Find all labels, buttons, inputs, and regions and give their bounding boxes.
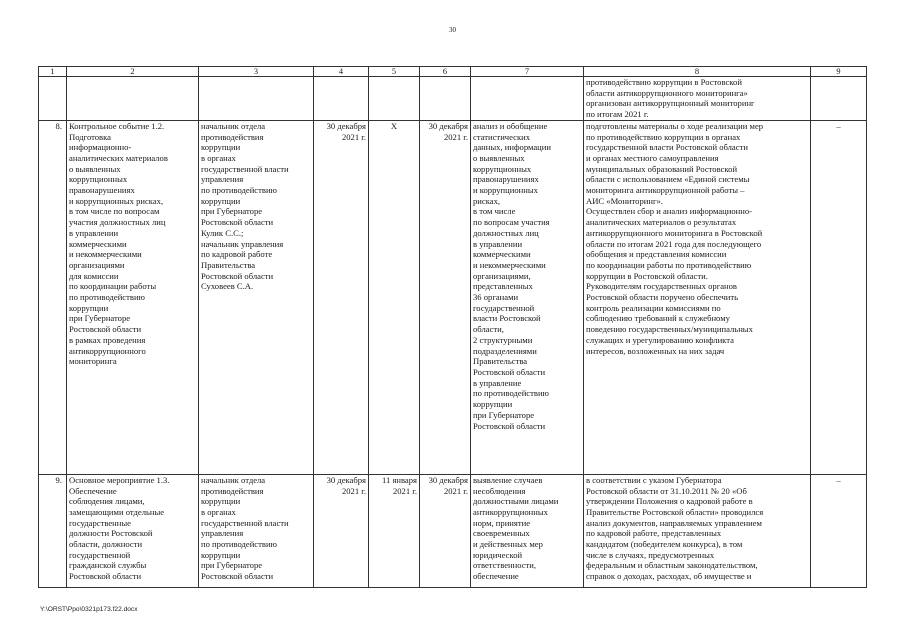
header-cell: 2 bbox=[67, 67, 199, 77]
event-name-text: Основное мероприятие 1.3. Обеспечение соблюдения лицами, замещающими отдельные государственные должности Ростовской области, должности государственной гражданской службы Ростовской области bbox=[69, 474, 170, 582]
event-name-cell: Контрольное событие 1.2. Подготовка информационно- аналитических материалов о выявленных коррупционных правонарушениях и коррупционных рисках, в том числе по вопросам участия должностных лиц в управлении коммерческими и некоммерческими организациями для комиссии по координации работы по противодействию коррупции при Губернаторе Ростовской области в рамках проведения антикоррупционного мониторинга bbox=[67, 120, 199, 474]
responsible-text: начальник отдела противодействия коррупции в органах государственной власти управления по противодействию коррупции при Губернаторе Ростовской области bbox=[201, 474, 289, 582]
row-number bbox=[39, 474, 67, 587]
fact-end-text: 30 декабря 2021 г. bbox=[428, 474, 468, 496]
file-path-footer: Y:\ORST\Ppo\0321p173.f22.docx bbox=[40, 606, 138, 613]
table-row bbox=[39, 474, 867, 587]
responsible-cell: начальник отдела противодействия коррупции в органах государственной власти управления по противодействию коррупции при Губернаторе Ростовской области Кулик С.С.; начальник управления по кадровой работе Правительства Ростовской области Суховеев С.А. bbox=[199, 120, 314, 474]
table-cell bbox=[369, 77, 420, 121]
event-name-cell bbox=[67, 474, 199, 587]
table-cell bbox=[420, 77, 471, 121]
plan-date-cell: 30 декабря 2021 г. bbox=[314, 120, 369, 474]
fact-start-cell bbox=[369, 474, 420, 587]
table-cell bbox=[471, 77, 584, 121]
fact-start-cell: Х bbox=[369, 120, 420, 474]
header-cell: 6 bbox=[420, 67, 471, 77]
plan-date-cell bbox=[314, 474, 369, 587]
table-cell bbox=[67, 77, 199, 121]
actual-result-text: в соответствии с указом Губернатора Ростовской области от 31.10.2011 № 20 «Об утверждении Положения о кадровой работе в Правительстве Ростовской области» проводился анализ документов, направляемых управлением по кадровой работе, представленных кандидатом (победителем конкурса), в том числе в случаях, предусмотренных федеральным и областным законодательством, справок о доходах, расходах, об имуществе и bbox=[586, 474, 764, 582]
header-cell: 7 bbox=[471, 67, 584, 77]
fact-start-text: 11 января 2021 г. bbox=[382, 474, 417, 496]
plan-date-text: 30 декабря 2021 г. bbox=[326, 474, 366, 496]
header-cell: 8 bbox=[584, 67, 811, 77]
header-cell: 1 bbox=[39, 67, 67, 77]
actual-result-cell bbox=[584, 474, 811, 587]
note-cell: – bbox=[811, 120, 867, 474]
page-number: 30 bbox=[449, 26, 456, 34]
expected-result-cell: анализ и обобщение статистических данных, информации о выявленных коррупционных правонарушениях и коррупционных рисках, в том числе по вопросам участия должностных лиц в управлении коммерческими и некоммерческими организациями, представленных 36 органами государственной власти Ростовской области, 2 структурными подразделениями Правительства Ростовской области в управление по противодействию коррупции при Губернаторе Ростовской области bbox=[471, 120, 584, 474]
expected-result-text: выявление случаев несоблюдения должностными лицами антикоррупционных норм, принятие своевременных и действенных мер юридической ответственности, обеспечение bbox=[473, 474, 559, 582]
continuation-result-cell: противодействию коррупции в Ростовской области антикоррупционного мониторинга» организован антикоррупционный мониторинг по итогам 2021 г. bbox=[584, 77, 811, 121]
responsible-cell bbox=[199, 474, 314, 587]
row-number: 8. bbox=[39, 120, 67, 474]
header-cell: 5 bbox=[369, 67, 420, 77]
table-row bbox=[39, 120, 867, 474]
header-cell: 3 bbox=[199, 67, 314, 77]
fact-end-cell: 30 декабря 2021 г. bbox=[420, 120, 471, 474]
table-cell bbox=[199, 77, 314, 121]
note-cell bbox=[811, 474, 867, 587]
actual-result-cell: подготовлены материалы о ходе реализации мер по противодействию коррупции в органах государственной власти Ростовской области и органах местного самоуправления муниципальных образований Ростовской области с использованием «Единой системы мониторинга антикоррупционной работы – АИС «Мониторинг». Осуществлен сбор и анализ информационно- аналитических материалов о результатах антикоррупционного мониторинга в Ростовской области по итогам 2021 года для последующего обобщения и представления комиссии по координации работы по противодействию коррупции в Ростовской области. Руководителям государственных органов Ростовской области поручено обеспечить контроль реализации комиссиями по соблюдению требований к служебному поведению государственных/муниципальных служащих и урегулированию конфликта интересов, возложенных на них задач bbox=[584, 120, 811, 474]
table-cell bbox=[314, 77, 369, 121]
row-number-text: 9. bbox=[55, 474, 62, 485]
table-cell bbox=[39, 77, 67, 121]
table-header-row bbox=[39, 67, 867, 77]
continuation-row bbox=[39, 77, 867, 121]
fact-end-cell bbox=[420, 474, 471, 587]
header-cell: 4 bbox=[314, 67, 369, 77]
expected-result-cell bbox=[471, 474, 584, 587]
report-table bbox=[38, 66, 867, 588]
table-cell bbox=[811, 77, 867, 121]
header-cell: 9 bbox=[811, 67, 867, 77]
note-text: – bbox=[836, 474, 841, 485]
